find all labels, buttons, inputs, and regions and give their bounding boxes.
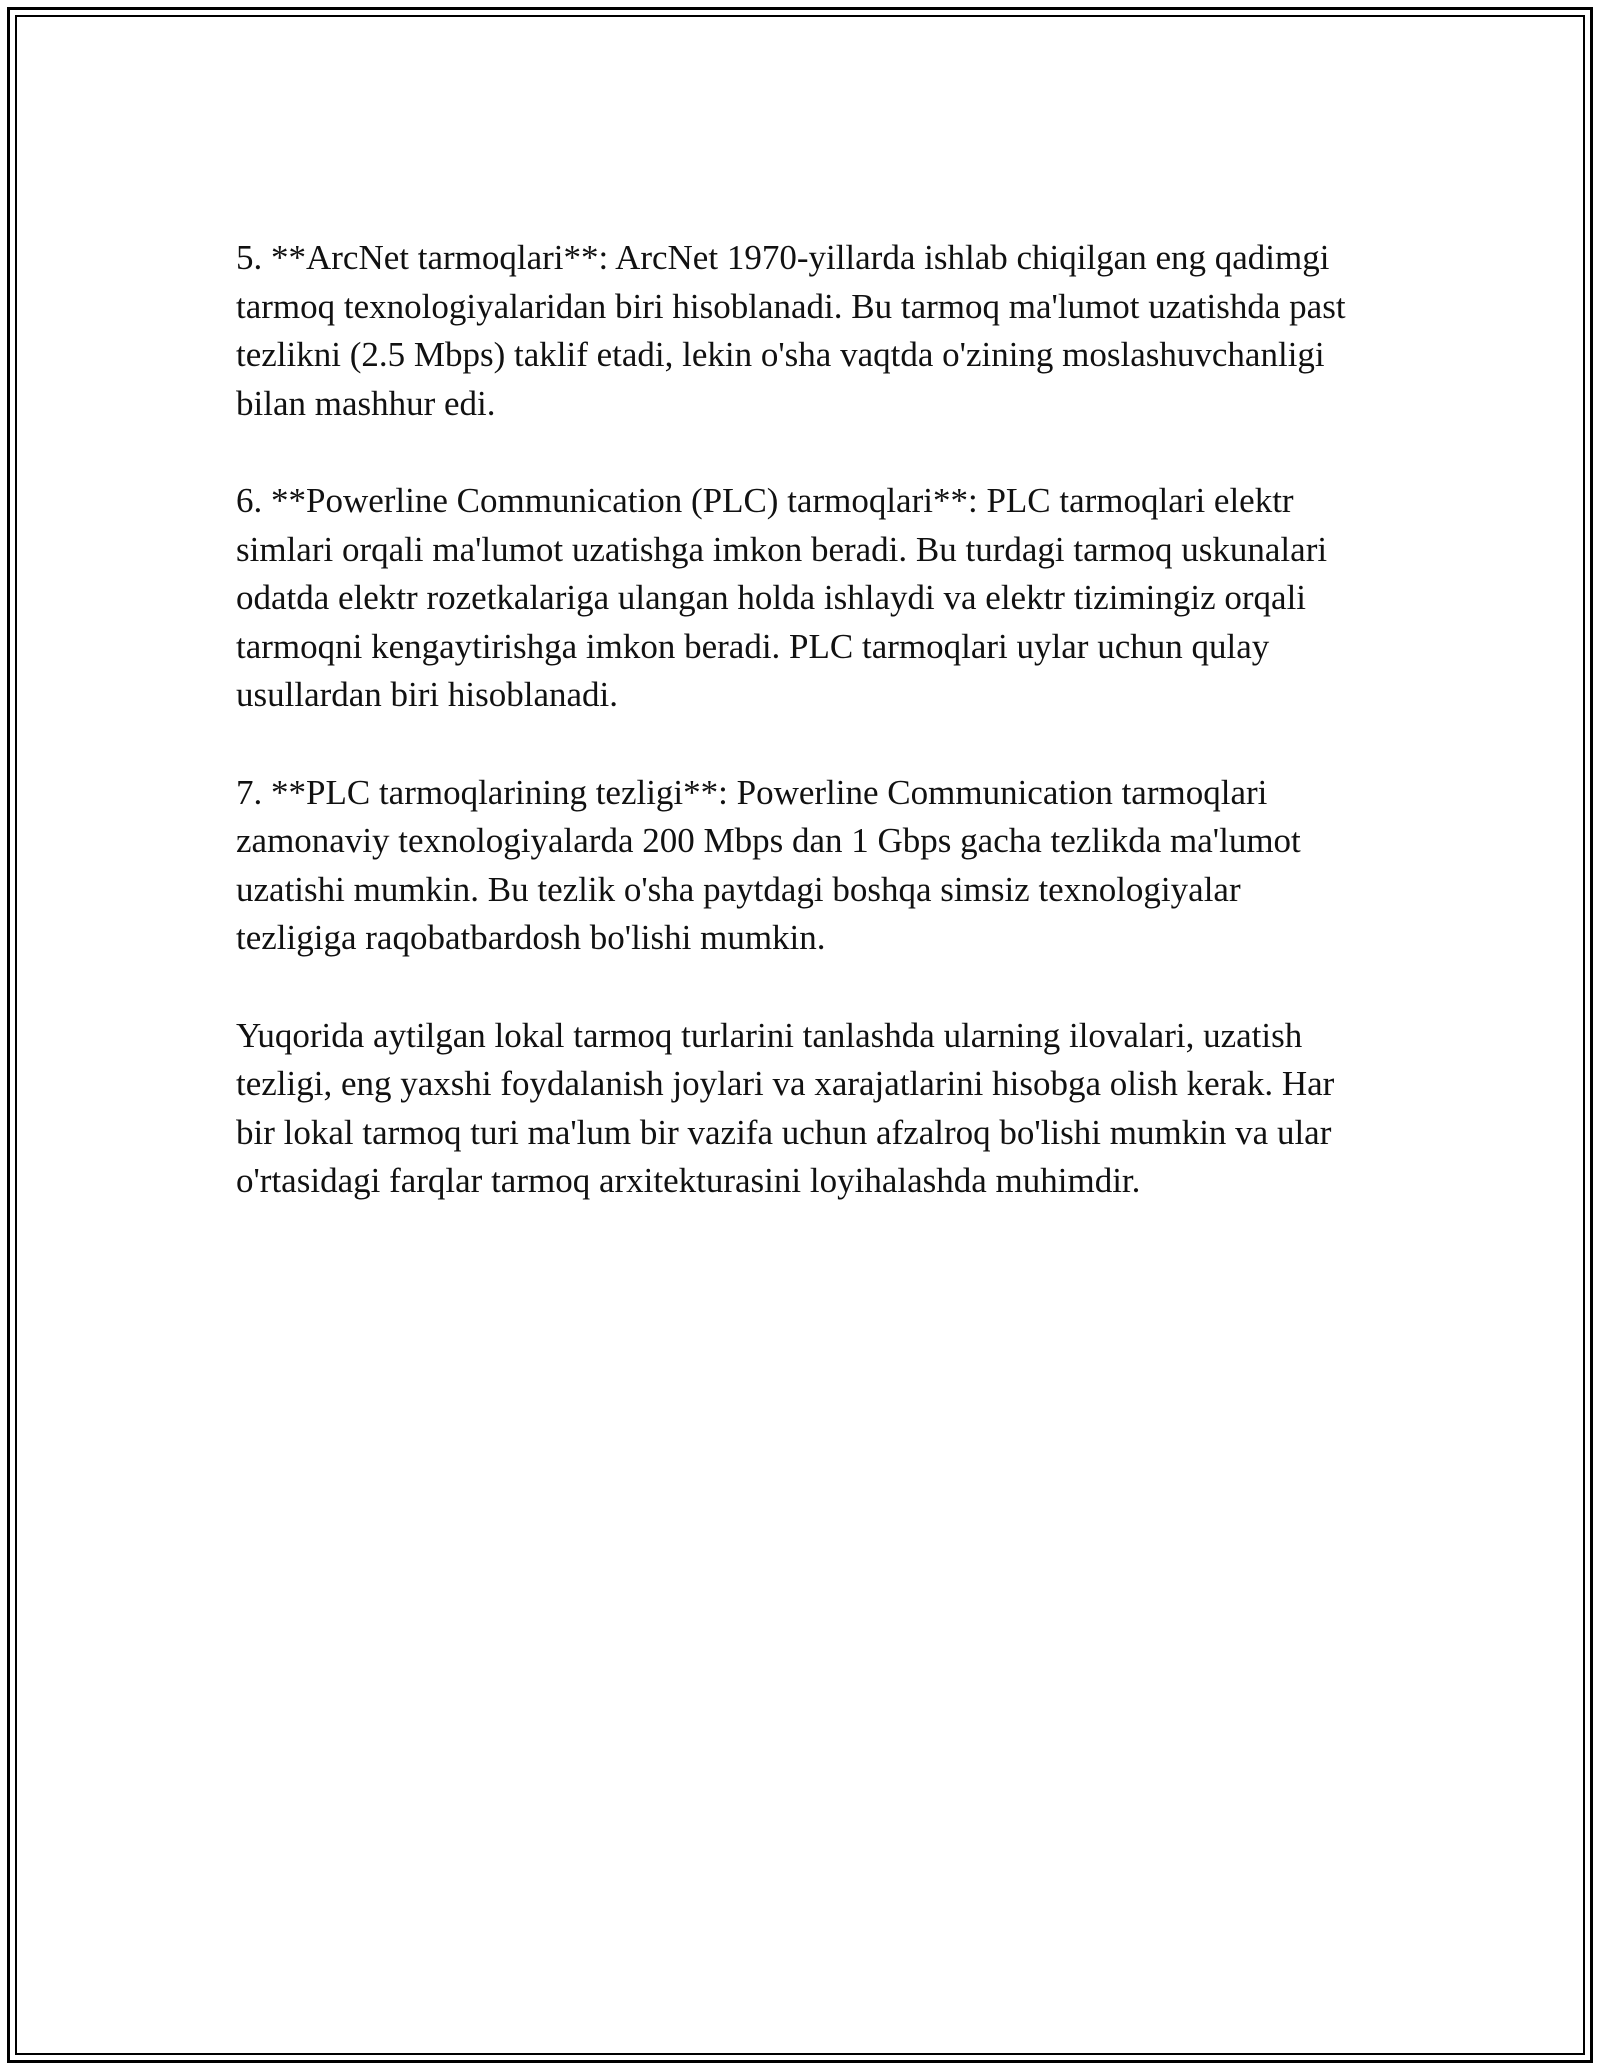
document-body	[236, 234, 1366, 1206]
paragraph-plc: 6. **Powerline Communication (PLC) tarmoqlari**: PLC tarmoqlari elektr simlari orqali ma'lumot uzatishga imkon beradi. Bu turdagi tarmoq uskunalari odatda elektr rozetkalariga ulangan holda ishlaydi va elektr tizimingiz orqali tarmoqni kengaytirishga imkon beradi. PLC tarmoqlari uylar uchun qulay usullardan biri hisoblanadi.	[236, 481, 1328, 714]
paragraph-plc-speed: 7. **PLC tarmoqlarining tezligi**: Powerline Communication tarmoqlari zamonaviy texnologiyalarda 200 Mbps dan 1 Gbps gacha tezlikda ma'lumot uzatishi mumkin. Bu tezlik o'sha paytdagi boshqa simsiz texnologiyalar tezligiga raqobatbardosh bo'lishi mumkin.	[236, 772, 1301, 957]
paragraph-conclusion: Yuqorida aytilgan lokal tarmoq turlarini tanlashda ularning ilovalari, uzatish tezligi, eng yaxshi foydalanish joylari va xarajatlarini hisobga olish kerak. Har bir lokal tarmoq turi ma'lum bir vazifa uchun afzalroq bo'lishi mumkin va ular o'rtasidagi farqlar tarmoq arxitekturasini loyihalashda muhimdir.	[236, 1015, 1335, 1200]
paragraph-arcnet: 5. **ArcNet tarmoqlari**: ArcNet 1970-yillarda ishlab chiqilgan eng qadimgi tarmoq texnologiyalaridan biri hisoblanadi. Bu tarmoq ma'lumot uzatishda past tezlikni (2.5 Mbps) taklif etadi, lekin o'sha vaqtda o'zining moslashuvchanligi bilan mashhur edi.	[236, 238, 1346, 423]
